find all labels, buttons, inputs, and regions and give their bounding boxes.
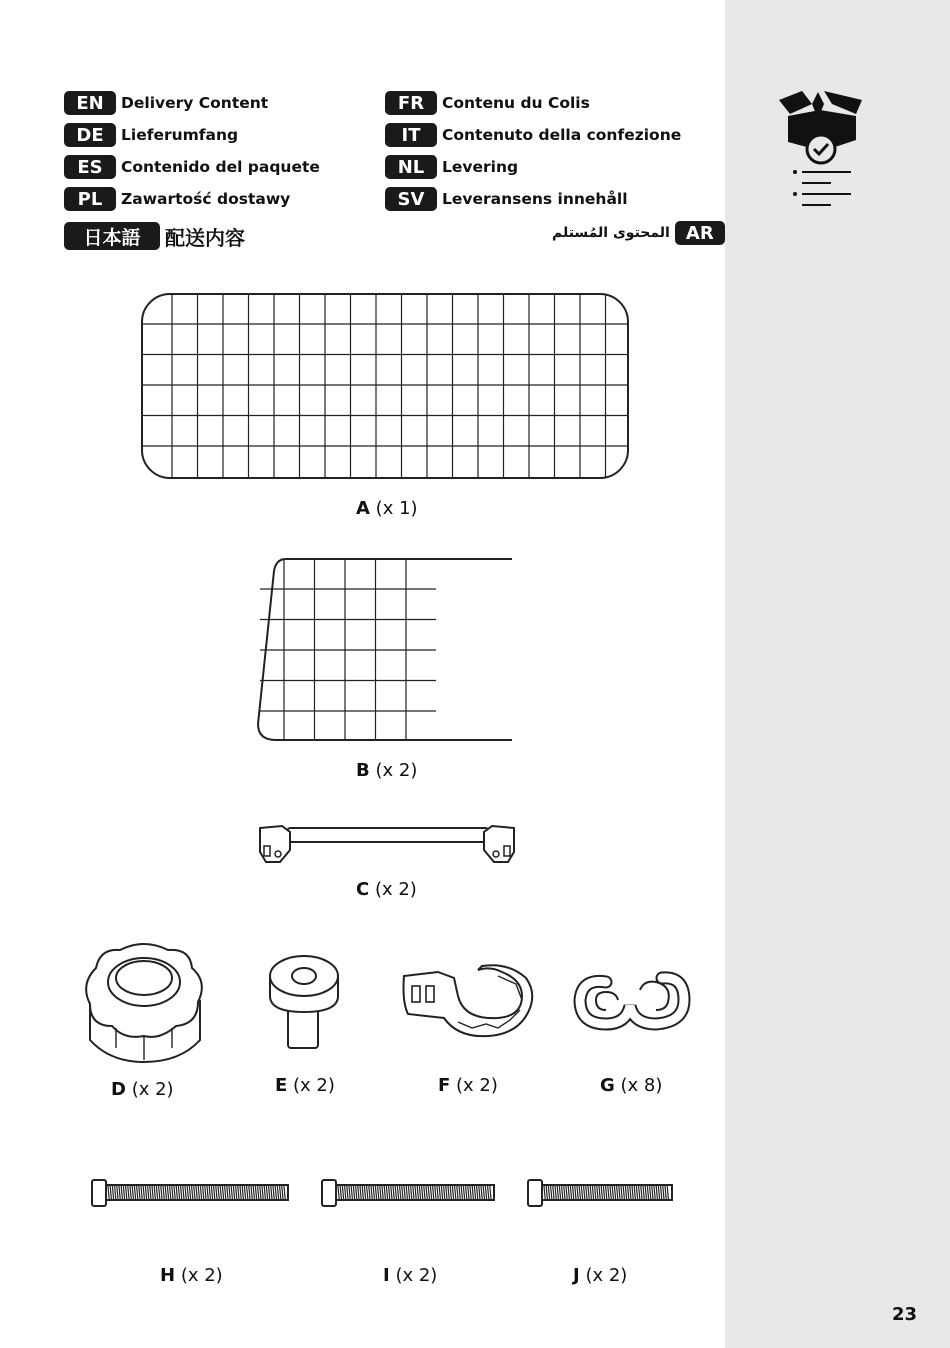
part-d-knob xyxy=(80,940,210,1068)
lang-badge-ja: 日本語 xyxy=(64,222,160,250)
lang-badge-fr: FR xyxy=(385,91,437,115)
lang-badge-pl: PL xyxy=(64,187,116,211)
part-c-bar xyxy=(256,822,518,868)
lang-text-it: Contenuto della confezione xyxy=(442,126,682,144)
lang-text-pl: Zawartość dostawy xyxy=(121,190,291,208)
lang-row-nl xyxy=(385,154,518,180)
lang-row-ar xyxy=(552,221,725,245)
part-h-bolt xyxy=(90,1178,290,1208)
label-part-b: B (x 2) xyxy=(356,760,418,781)
lang-row-es xyxy=(64,154,320,180)
lang-text-ja: 配送内容 xyxy=(165,225,245,250)
lang-text-de: Lieferumfang xyxy=(121,126,239,144)
part-g-sclip xyxy=(576,970,690,1032)
lang-badge-sv: SV xyxy=(385,187,437,211)
lang-row-fr xyxy=(385,90,590,116)
label-part-f: F (x 2) xyxy=(438,1075,498,1096)
lang-text-es: Contenido del paquete xyxy=(121,158,320,176)
lang-row-en xyxy=(64,90,268,116)
label-part-i: I (x 2) xyxy=(383,1265,438,1286)
lang-text-fr: Contenu du Colis xyxy=(442,94,590,112)
label-part-j: J (x 2) xyxy=(573,1265,628,1286)
part-j-bolt xyxy=(526,1178,676,1208)
label-part-a: A (x 1) xyxy=(356,498,418,519)
lang-row-ja xyxy=(64,221,245,251)
part-f-hook xyxy=(398,962,538,1042)
part-a-panel xyxy=(140,292,632,482)
page-number: 23 xyxy=(892,1304,918,1325)
package-checklist-icon xyxy=(776,88,868,210)
lang-badge-nl: NL xyxy=(385,155,437,179)
lang-row-pl xyxy=(64,186,290,212)
lang-text-ar: المحتوى المُستلم xyxy=(552,225,670,241)
label-part-g: G (x 8) xyxy=(600,1075,663,1096)
lang-text-en: Delivery Content xyxy=(121,94,269,112)
label-part-d: D (x 2) xyxy=(111,1079,174,1100)
label-part-h: H (x 2) xyxy=(160,1265,223,1286)
part-i-bolt xyxy=(320,1178,498,1208)
lang-badge-es: ES xyxy=(64,155,116,179)
lang-badge-de: DE xyxy=(64,123,116,147)
lang-text-nl: Levering xyxy=(442,158,519,176)
lang-row-sv xyxy=(385,186,628,212)
lang-row-de xyxy=(64,122,238,148)
lang-badge-en: EN xyxy=(64,91,116,115)
label-part-e: E (x 2) xyxy=(275,1075,335,1096)
label-part-c: C (x 2) xyxy=(356,879,417,900)
part-b-panel xyxy=(256,556,516,746)
lang-text-sv: Leveransens innehåll xyxy=(442,190,628,208)
lang-badge-it: IT xyxy=(385,123,437,147)
lang-row-it xyxy=(385,122,681,148)
part-e-foot xyxy=(266,950,342,1052)
lang-badge-ar: AR xyxy=(675,221,725,245)
